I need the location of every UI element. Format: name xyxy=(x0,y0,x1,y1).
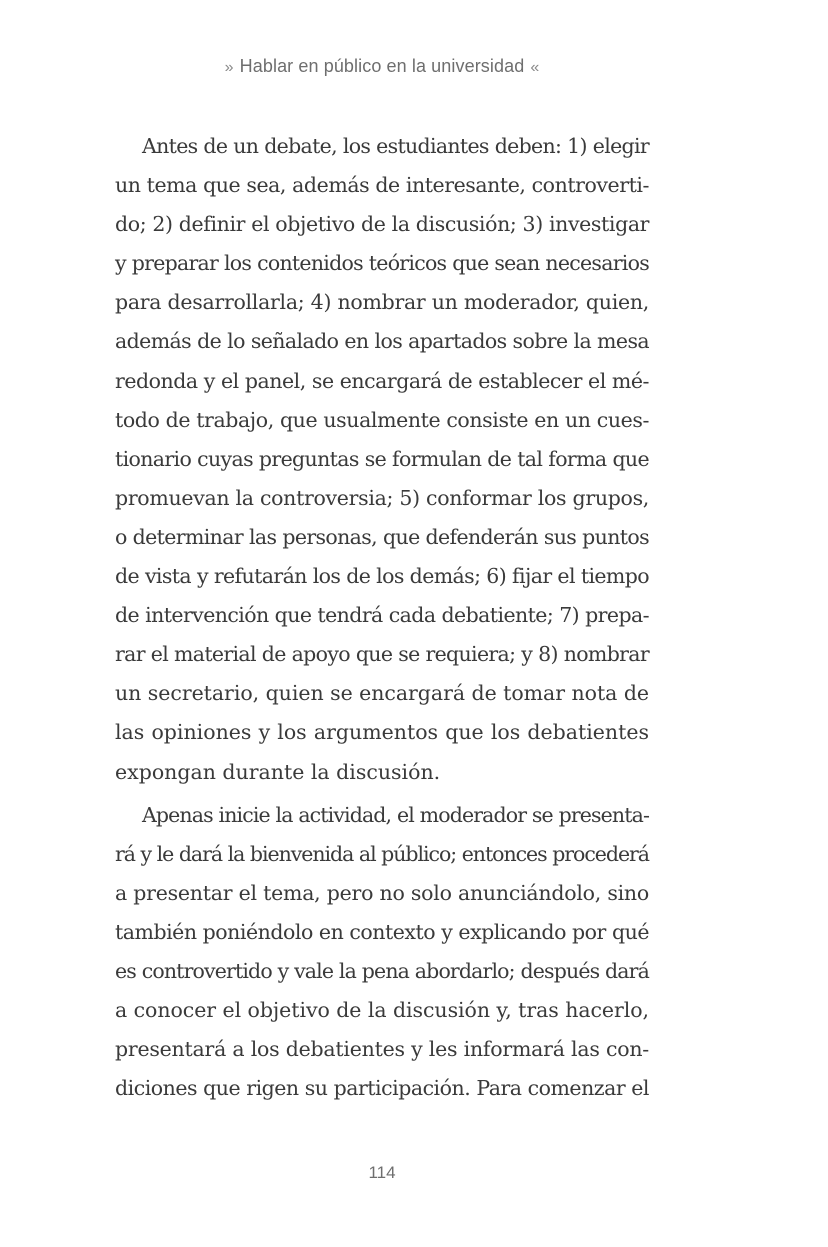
body-text xyxy=(115,127,649,1108)
text-line: tionario cuyas preguntas se formulan de tal forma que xyxy=(115,446,649,471)
text-line: a conocer el objetivo de la discusión y, tras hacerlo, xyxy=(115,998,649,1023)
paragraph xyxy=(115,796,649,1109)
text-line: además de lo señalado en los apartados sobre la mesa xyxy=(115,329,649,354)
text-line: promuevan la controversia; 5) conformar los grupos, xyxy=(115,485,649,510)
text-line: do; 2) definir el objetivo de la discusión; 3) investigar xyxy=(115,212,650,237)
text-line: Apenas inicie la actividad, el moderador se presenta- xyxy=(142,802,649,827)
text-line: expongan durante la discusión. xyxy=(115,759,441,784)
text-line: es controvertido y vale la pena abordarlo; después dará xyxy=(115,958,649,983)
text-line: diciones que rigen su participación. Para comenzar el xyxy=(115,1076,649,1101)
text-line: de intervención que tendrá cada debatiente; 7) prepa- xyxy=(115,603,649,628)
text-line: un secretario, quien se encargará de tomar nota de xyxy=(115,681,649,706)
header-title: Hablar en público en la universidad xyxy=(239,56,525,76)
paragraph xyxy=(115,127,649,792)
running-header xyxy=(0,56,764,77)
header-open-mark: » xyxy=(224,59,234,76)
text-line: a presentar el tema, pero no solo anunciándolo, sino xyxy=(115,880,649,905)
text-line: Antes de un debate, los estudiantes deben: 1) elegir xyxy=(142,134,649,158)
text-line: todo de trabajo, que usualmente consiste en un cues- xyxy=(115,407,649,432)
text-line: un tema que sea, además de interesante, controverti- xyxy=(115,173,649,198)
text-line: de vista y refutarán los de los demás; 6) fijar el tiempo xyxy=(115,564,649,589)
text-line: presentará a los debatientes y les informará las con- xyxy=(115,1037,649,1062)
text-line: y preparar los contenidos teóricos que sean necesarios xyxy=(115,251,649,276)
header-close-mark: « xyxy=(530,59,540,76)
text-line: también poniéndolo en contexto y explicando por qué xyxy=(115,919,649,944)
page-number: 114 xyxy=(368,1163,396,1182)
text-line: o determinar las personas, que defenderán sus puntos xyxy=(115,524,649,549)
text-line: rar el material de apoyo que se requiera; y 8) nombrar xyxy=(115,642,649,667)
text-line: para desarrollarla; 4) nombrar un moderador, quien, xyxy=(115,290,649,315)
text-line: redonda y el panel, se encargará de establecer el mé- xyxy=(115,368,649,393)
text-line: las opiniones y los argumentos que los debatientes xyxy=(115,720,649,745)
text-line: rá y le dará la bienvenida al público; entonces procederá xyxy=(115,841,649,866)
